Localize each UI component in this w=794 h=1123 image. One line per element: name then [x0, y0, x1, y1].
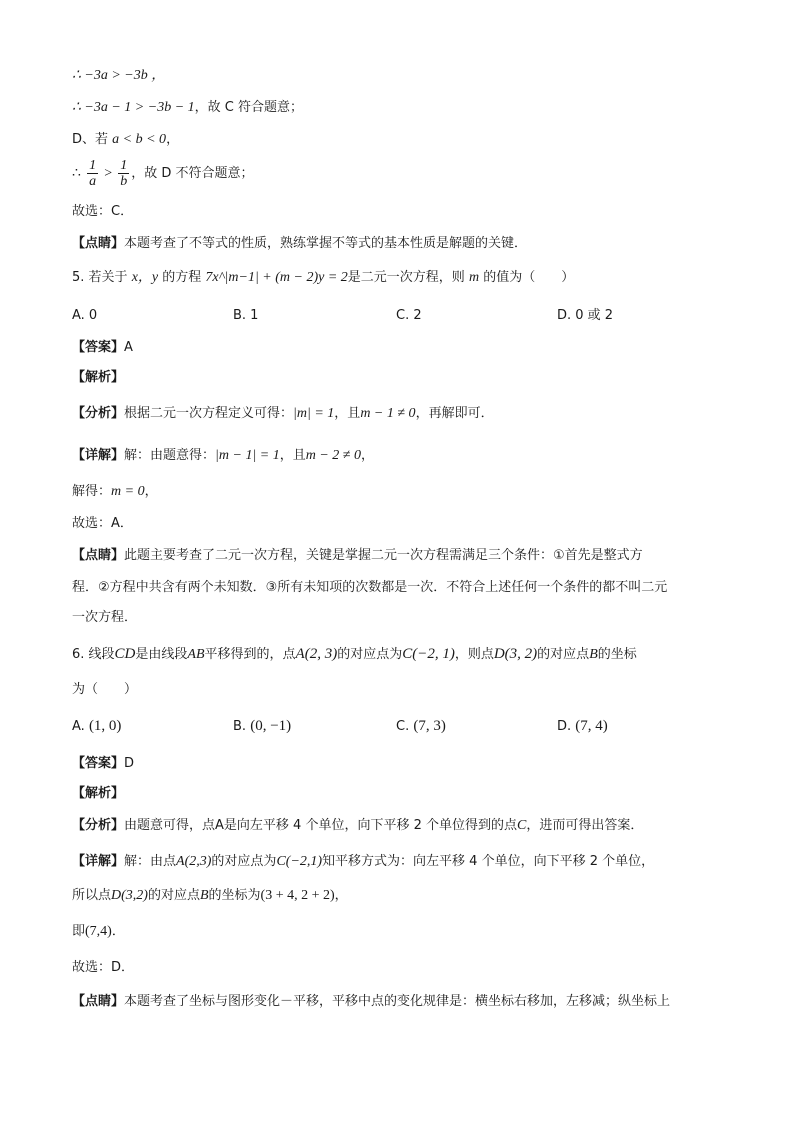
- q5-analysis: [72, 368, 124, 388]
- text: ．: [111, 924, 125, 939]
- text: 此题主要考查了二元一次方程，关键是掌握二元一次方程需满足三个条件：①首先是整式方: [124, 548, 643, 563]
- denominator: a: [89, 174, 97, 189]
- q6-option-b: [233, 716, 291, 737]
- therefore-symbol: ∴: [72, 166, 81, 181]
- option-text: C. 2: [396, 308, 422, 323]
- option-text: A. 0: [72, 308, 98, 323]
- text: 是二元一次方程，则: [347, 270, 465, 285]
- option-value: (0, −1): [250, 718, 292, 734]
- line-choose-c: [72, 202, 133, 222]
- q6-dianjing: [72, 992, 670, 1012]
- math-point: B: [199, 888, 209, 903]
- line-dianjing-4: [72, 234, 527, 254]
- q6-analysis: [72, 784, 124, 804]
- text: ，再解即可．: [415, 406, 494, 421]
- text: 由题意可得，点A是向左平移 4 个单位，向下平移 2 个单位得到的点: [124, 818, 517, 833]
- math-segment: AB: [187, 647, 205, 662]
- text: 知平移方式为：向左平移 4 个单位，向下平移 2 个单位，: [322, 854, 655, 869]
- text: 5. 若关于: [72, 270, 128, 285]
- option-label: B.: [233, 719, 247, 734]
- text: 的对应点为: [337, 647, 403, 662]
- math-var-m: m: [468, 270, 480, 285]
- text: ，进而可得出答案．: [526, 818, 644, 833]
- tag-dianjing: 【点睛】: [72, 994, 125, 1009]
- math-point: B: [589, 647, 598, 662]
- text: ，: [166, 132, 180, 147]
- text: 本题考查了不等式的性质，熟练掌握不等式的基本性质是解题的关键．: [124, 236, 528, 251]
- tag-analysis: 【解析】: [72, 370, 125, 385]
- q6-answer: [72, 754, 134, 774]
- math-equation: 7x^|m−1| + (m − 2)y = 2: [205, 270, 348, 285]
- q5-option-b: [233, 306, 258, 326]
- tag-answer: 【答案】: [72, 756, 125, 771]
- tag-fenxi: 【分析】: [72, 818, 125, 833]
- math-point: D(3,2): [111, 888, 148, 903]
- math-point: (7,4): [85, 924, 112, 939]
- question-5-stem: [72, 268, 574, 288]
- q5-dianjing-1: [72, 546, 643, 566]
- text: 程．②方程中共含有两个未知数．③所有未知项的次数都是一次．不符合上述任何一个条件的都不叫二元: [72, 580, 668, 595]
- q6-choose: [72, 958, 134, 978]
- tag-xiangjie: 【详解】: [72, 448, 125, 463]
- text: 的方程: [162, 270, 202, 285]
- line-fraction-ineq: [72, 156, 254, 192]
- math-vars: x，y: [131, 270, 159, 285]
- q5-option-c: [396, 306, 422, 326]
- math-ineq: a < b < 0: [112, 132, 167, 147]
- option-text: B. 1: [233, 308, 259, 323]
- math-point: C(−2,1): [276, 854, 323, 869]
- text: 解：由点: [124, 854, 177, 869]
- fraction-1-over-b: [118, 158, 129, 189]
- q5-option-d: [557, 306, 613, 326]
- option-label: A.: [72, 719, 85, 734]
- q5-choose: [72, 514, 133, 534]
- math-point: A(2, 3): [295, 646, 338, 662]
- option-text: D. 0 或 2: [557, 308, 614, 323]
- text: 一次方程．: [72, 610, 138, 625]
- text: 为（ ）: [72, 682, 138, 697]
- q6-option-c: [396, 716, 446, 737]
- text: 的坐标为: [208, 888, 261, 903]
- text: 即: [72, 924, 86, 939]
- option-value: (7, 3): [413, 718, 446, 734]
- text: ，且: [334, 406, 361, 421]
- tag-dianjing: 【点睛】: [72, 236, 125, 251]
- q5-jiede: [72, 482, 158, 502]
- q5-fenxi: [72, 404, 494, 424]
- math-expr: (3 + 4, 2 + 2): [260, 888, 335, 903]
- q6-ji: [72, 922, 125, 942]
- math-expr: m − 2 ≠ 0: [305, 448, 361, 463]
- text: 故选：C．: [72, 204, 134, 219]
- option-label: D.: [557, 719, 572, 734]
- text: 所以点: [72, 888, 112, 903]
- text: D、若: [72, 132, 109, 147]
- numerator: 1: [120, 158, 128, 173]
- text: 本题考查了坐标与图形变化－平移，平移中点的变化规律是：横坐标右移加，左移减；纵坐标上: [124, 994, 671, 1009]
- tag-dianjing: 【点睛】: [72, 548, 125, 563]
- q6-xiangjie: [72, 852, 654, 872]
- text: 的值为（ ）: [483, 270, 575, 285]
- math-point: D(3, 2): [493, 646, 538, 662]
- question-6-stem-line2: [72, 680, 137, 700]
- text: ，: [361, 448, 375, 463]
- line-option-d: [72, 130, 179, 150]
- math-point: C(−2, 1): [402, 646, 455, 662]
- tag-fenxi: 【分析】: [72, 406, 125, 421]
- q6-option-a: [72, 716, 121, 737]
- math-point: A(2,3): [176, 854, 212, 869]
- tag-xiangjie: 【详解】: [72, 854, 125, 869]
- tag-answer: 【答案】: [72, 340, 125, 355]
- q6-fenxi: [72, 816, 643, 836]
- fraction-1-over-a: [87, 158, 98, 189]
- text: ，: [334, 888, 348, 903]
- line-therefore-ineq-1: [72, 66, 165, 86]
- math-expr: |m| = 1: [293, 406, 335, 421]
- option-value: (7, 4): [575, 718, 608, 734]
- tag-analysis: 【解析】: [72, 786, 125, 801]
- q6-suoyi: [72, 886, 348, 906]
- math-expr: m = 0: [111, 484, 145, 499]
- text: ，则点: [454, 647, 494, 662]
- text: 6. 线段: [72, 647, 115, 662]
- numerator: 1: [89, 158, 97, 173]
- text: 的对应点为: [211, 854, 277, 869]
- q5-option-a: [72, 306, 97, 326]
- answer-value: A: [124, 340, 133, 355]
- text: 根据二元一次方程定义可得：: [124, 406, 294, 421]
- math-expr: |m − 1| = 1: [215, 448, 280, 463]
- math-ineq: ∴ −3a − 1 > −3b − 1: [72, 100, 195, 115]
- math-point: C: [516, 818, 527, 833]
- q5-xiangjie: [72, 446, 374, 466]
- answer-value: D: [124, 756, 135, 771]
- q5-dianjing-3: [72, 608, 137, 628]
- gt-symbol: >: [104, 166, 113, 181]
- math-ineq: ∴ −3a > −3b ，: [72, 68, 166, 83]
- text: 是由线段: [135, 647, 188, 662]
- text: 的坐标: [597, 647, 637, 662]
- text: ，故 C 符合题意；: [194, 100, 303, 115]
- text: 的对应点: [537, 647, 590, 662]
- option-label: C.: [396, 719, 410, 734]
- text: 的对应点: [147, 888, 200, 903]
- option-value: (1, 0): [88, 718, 122, 734]
- denominator: b: [120, 174, 128, 189]
- text: 故选：A．: [72, 516, 133, 531]
- q6-option-d: [557, 716, 608, 737]
- text: 平移得到的，点: [204, 647, 296, 662]
- q5-answer: [72, 338, 133, 358]
- text: 解：由题意得：: [124, 448, 216, 463]
- text: ，故 D 不符合题意；: [131, 166, 254, 181]
- question-6-stem: [72, 644, 637, 665]
- math-segment: CD: [114, 646, 136, 662]
- math-expr: m − 1 ≠ 0: [360, 406, 416, 421]
- text: 故选：D．: [72, 960, 135, 975]
- line-therefore-ineq-2: [72, 98, 303, 118]
- text: ，且: [279, 448, 306, 463]
- text: ，: [144, 484, 158, 499]
- text: 解得：: [72, 484, 112, 499]
- q5-dianjing-2: [72, 578, 667, 598]
